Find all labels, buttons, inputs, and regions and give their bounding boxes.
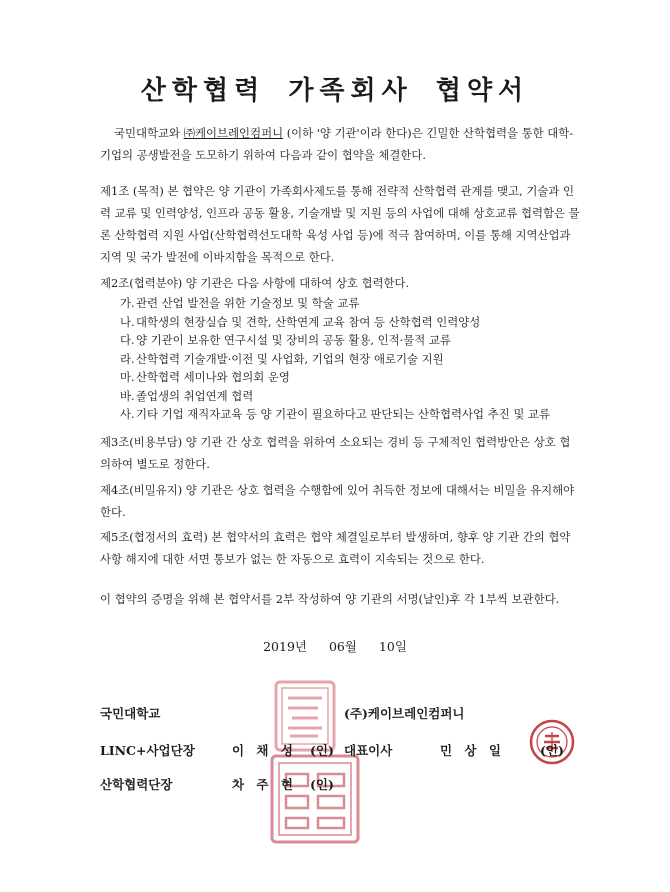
article-2-item-text: 양 기관이 보유한 연구시설 및 장비의 공동 활용, 인적·물적 교류 <box>136 333 451 347</box>
article-2-item-marker: 마. <box>120 370 135 384</box>
article-1: 제1조 (목적) 본 협약은 양 기관이 가족회사제도를 통해 전략적 산학협력 관계를 맺고, 기술과 인력 교류 및 인력양성, 인프라 공동 활용, 기술개발 및 지원 등의 사업에 대해 상호교류 협력함은 물론 산학협력 지원 사업(산학협력선도대학 육성 사업 등)에 적극 참여하며, 이를 통해 지역산업과 지역 및 국가 발전에 이바지함을 목적으로 한다. <box>100 184 580 264</box>
article-2-item <box>120 387 580 406</box>
article-2-item-marker: 라. <box>120 351 135 366</box>
article-2-item <box>120 368 580 387</box>
article-2-item-text: 졸업생의 취업연계 협력 <box>136 388 254 403</box>
article-2-list <box>120 294 580 424</box>
intro-lead: 국민대학교와 <box>114 126 184 140</box>
article-3: 제3조(비용부담) 양 기관 간 상호 협력을 위하여 소요되는 경비 등 구체적인 협력방안은 상호 협의하여 별도로 정한다. <box>100 435 571 471</box>
closing-paragraph: 이 협약의 증명을 위해 본 협약서를 2부 작성하여 양 기관의 서명(날인)후 각 1부씩 보관한다. <box>100 592 560 606</box>
industry-cooperation-name: 차 주 현 <box>232 777 297 792</box>
article-2-item <box>120 331 580 350</box>
partner-name: ㈜케이브레인컴퍼니 <box>183 126 284 140</box>
article-2-item-marker: 가. <box>120 296 135 310</box>
article-2-item <box>120 350 580 369</box>
article-5: 제5조(협정서의 효력) 본 협약서의 효력은 협약 체결일로부터 발생하며, 향후 양 기관 간의 협약사항 해지에 대한 서면 통보가 없는 한 자동으로 효력이 지속되는 것으로 한다. <box>100 530 571 566</box>
ceo-title: 대표이사 <box>344 743 393 758</box>
intro-paragraph <box>100 122 580 166</box>
article-4: 제4조(비밀유지) 양 기관은 상호 협력을 수행함에 있어 취득한 정보에 대해서는 비밀을 유지해야 한다. <box>100 483 575 519</box>
article-2-item-marker: 나. <box>120 314 135 329</box>
company-name: (주)케이브레인컴퍼니 <box>344 706 465 721</box>
article-2-item-text: 산학협력 기술개발·이전 및 사업화, 기업의 현장 애로기술 지원 <box>136 351 444 366</box>
article-2-item-marker: 다. <box>120 333 135 347</box>
article-2-item-marker: 사. <box>120 407 135 421</box>
document-title: 산학협력 가족회사 협약서 <box>140 76 530 106</box>
agreement-date: 2019년 06월 10일 <box>263 639 407 654</box>
ceo-seal: (인) <box>540 743 564 758</box>
article-2-item-text: 대학생의 현장실습 및 견학, 산학연계 교육 참여 등 산학협력 인력양성 <box>136 314 481 329</box>
article-2-item-text: 산학협력 세미나와 협의회 운영 <box>136 370 290 384</box>
article-2-item-text: 관련 산업 발전을 위한 기술정보 및 학술 교류 <box>136 296 360 310</box>
article-2-item <box>120 313 580 332</box>
university-name: 국민대학교 <box>100 706 161 721</box>
industry-cooperation-seal: (인) <box>310 777 334 792</box>
industry-cooperation-title: 산학협력단장 <box>100 777 173 792</box>
article-2-item-text: 기타 기업 재직자교육 등 양 기관이 필요하다고 판단되는 산학협력사업 추진 및 교류 <box>136 407 550 421</box>
intro-rest: (이하 '양 기관'이라 한다)은 긴밀한 산학협력을 통한 대학-기업의 공생발전을 도모하기 위하여 다음과 같이 협약을 체결한다. <box>100 126 574 162</box>
article-2-heading: 제2조(협력분야) 양 기관은 다음 사항에 대하여 상호 협력한다. <box>100 276 410 290</box>
article-2-item <box>120 294 580 313</box>
linc-director-title: LINC+사업단장 <box>100 743 195 758</box>
ceo-name: 민 상 일 <box>440 743 505 758</box>
linc-director-seal: (인) <box>310 743 334 758</box>
linc-director-name: 이 채 성 <box>232 743 297 758</box>
article-2-item <box>120 405 580 424</box>
article-2-item-marker: 바. <box>120 388 135 403</box>
